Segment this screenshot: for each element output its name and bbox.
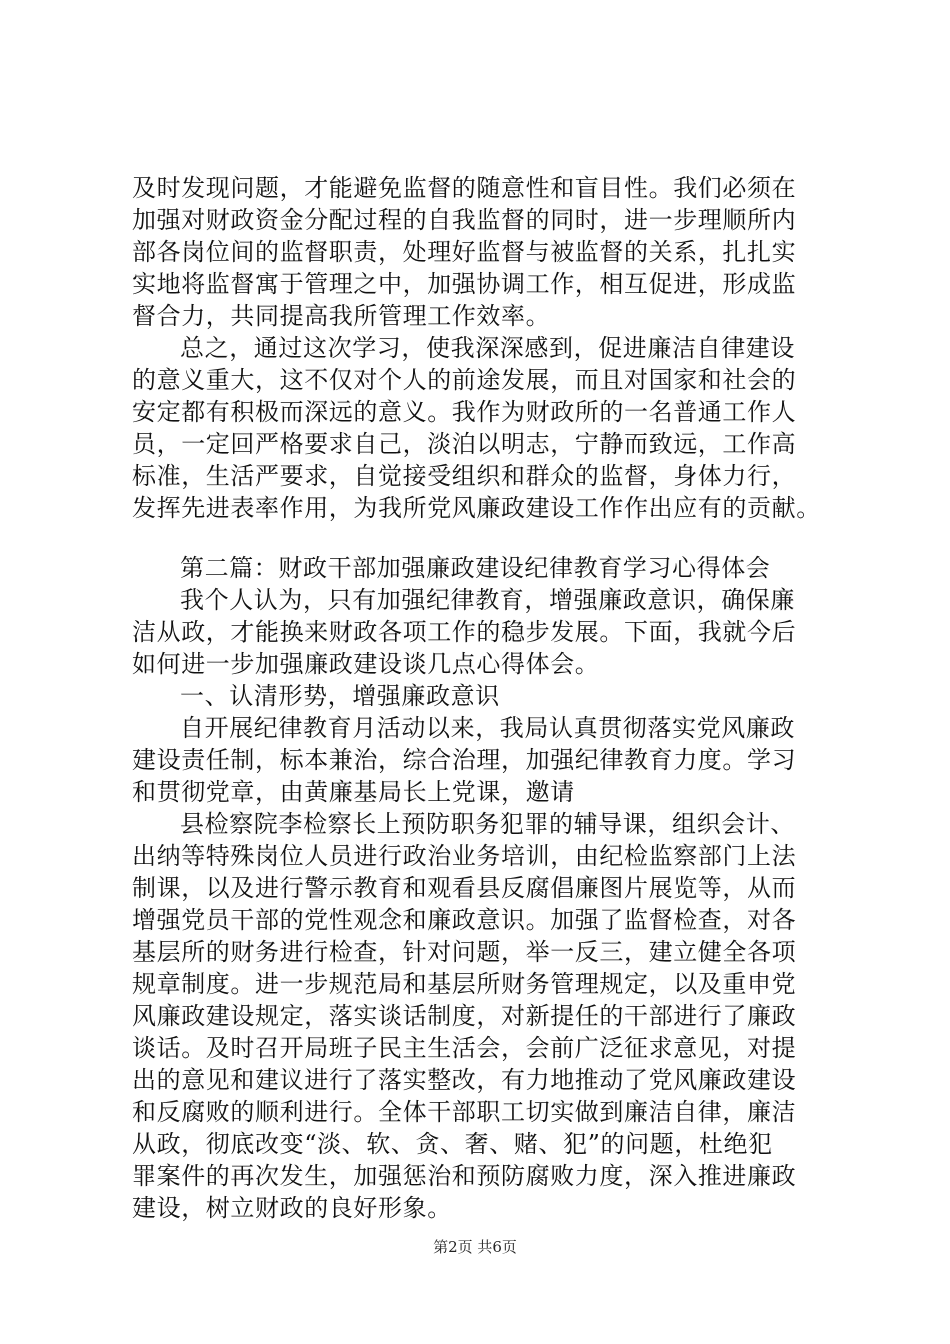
text-line: 如何进一步加强廉政建设谈几点心得体会。: [132, 650, 600, 678]
text-line: 从政，彻底改变“淡、软、贪、奢、赌、犯”的问题，杜绝犯: [132, 1130, 773, 1158]
paragraph-3: [132, 584, 842, 680]
text-line: 自开展纪律教育月活动以来，我局认真贯彻落实党风廉政: [180, 714, 795, 742]
text-line: 出的意见和建议进行了落实整改，有力地推动了党风廉政建设: [132, 1066, 797, 1094]
paragraph-4: [132, 712, 842, 808]
text-line: 谈话。及时召开局班子民主生活会，会前广泛征求意见，对提: [132, 1034, 797, 1062]
text-line: 建设责任制，标本兼治，综合治理，加强纪律教育力度。学习: [132, 746, 797, 774]
text-line: 的意义重大，这不仅对个人的前途发展，而且对国家和社会的: [132, 366, 797, 394]
text-line: 员，一定回严格要求自己，淡泊以明志，宁静而致远，工作高: [132, 430, 797, 458]
document-body: [132, 172, 842, 1224]
text-line: 督合力，共同提高我所管理工作效率。: [132, 302, 551, 330]
paragraph-5: [132, 808, 842, 1224]
text-line: 规章制度。进一步规范局和基层所财务管理规定，以及重申党: [132, 970, 797, 998]
text-line: 加强对财政资金分配过程的自我监督的同时，进一步理顺所内: [132, 206, 797, 234]
text-line: 部各岗位间的监督职责，处理好监督与被监督的关系，扎扎实: [132, 238, 797, 266]
text-line: 总之，通过这次学习，使我深深感到，促进廉洁自律建设: [180, 334, 795, 362]
section-title: 第二篇：财政干部加强廉政建设纪律教育学习心得体会: [180, 554, 771, 582]
text-line: 标准，生活严要求，自觉接受组织和群众的监督，身体力行，: [132, 462, 797, 490]
text-line: 建设，树立财政的良好形象。: [132, 1194, 452, 1222]
paragraph-2: [132, 332, 842, 524]
text-line: 基层所的财务进行检查，针对问题，举一反三，建立健全各项: [132, 938, 797, 966]
text-line: 制课，以及进行警示教育和观看县反腐倡廉图片展览等，从而: [132, 874, 797, 902]
text-line: 罪案件的再次发生，加强惩治和预防腐败力度，深入推进廉政: [132, 1162, 797, 1190]
paragraph-1: [132, 172, 842, 332]
page-number-footer: 第2页 共6页: [433, 1238, 517, 1256]
text-line: 和反腐败的顺利进行。全体干部职工切实做到廉洁自律，廉洁: [132, 1098, 797, 1126]
text-line: 洁从政，才能换来财政各项工作的稳步发展。下面，我就今后: [132, 618, 797, 646]
paragraph-spacer: [132, 524, 842, 552]
text-line: 我个人认为，只有加强纪律教育，增强廉政意识，确保廉: [180, 586, 795, 614]
text-line: 增强党员干部的党性观念和廉政意识。加强了监督检查，对各: [132, 906, 797, 934]
text-line: 和贯彻党章，由黄廉基局长上党课，邀请: [132, 778, 575, 806]
text-line: 风廉政建设规定，落实谈话制度，对新提任的干部进行了廉政: [132, 1002, 797, 1030]
text-line: 发挥先进表率作用，为我所党风廉政建设工作作出应有的贡献。: [132, 494, 821, 522]
text-line: 出纳等特殊岗位人员进行政治业务培训，由纪检监察部门上法: [132, 842, 797, 870]
text-line: 县检察院李检察长上预防职务犯罪的辅导课，组织会计、: [180, 810, 795, 838]
section-heading: 一、认清形势，增强廉政意识: [180, 682, 500, 710]
text-line: 安定都有积极而深远的意义。我作为财政所的一名普通工作人: [132, 398, 797, 426]
text-line: 实地将监督寓于管理之中，加强协调工作，相互促进，形成监: [132, 270, 797, 298]
text-line: 及时发现问题，才能避免监督的随意性和盲目性。我们必须在: [132, 174, 797, 202]
